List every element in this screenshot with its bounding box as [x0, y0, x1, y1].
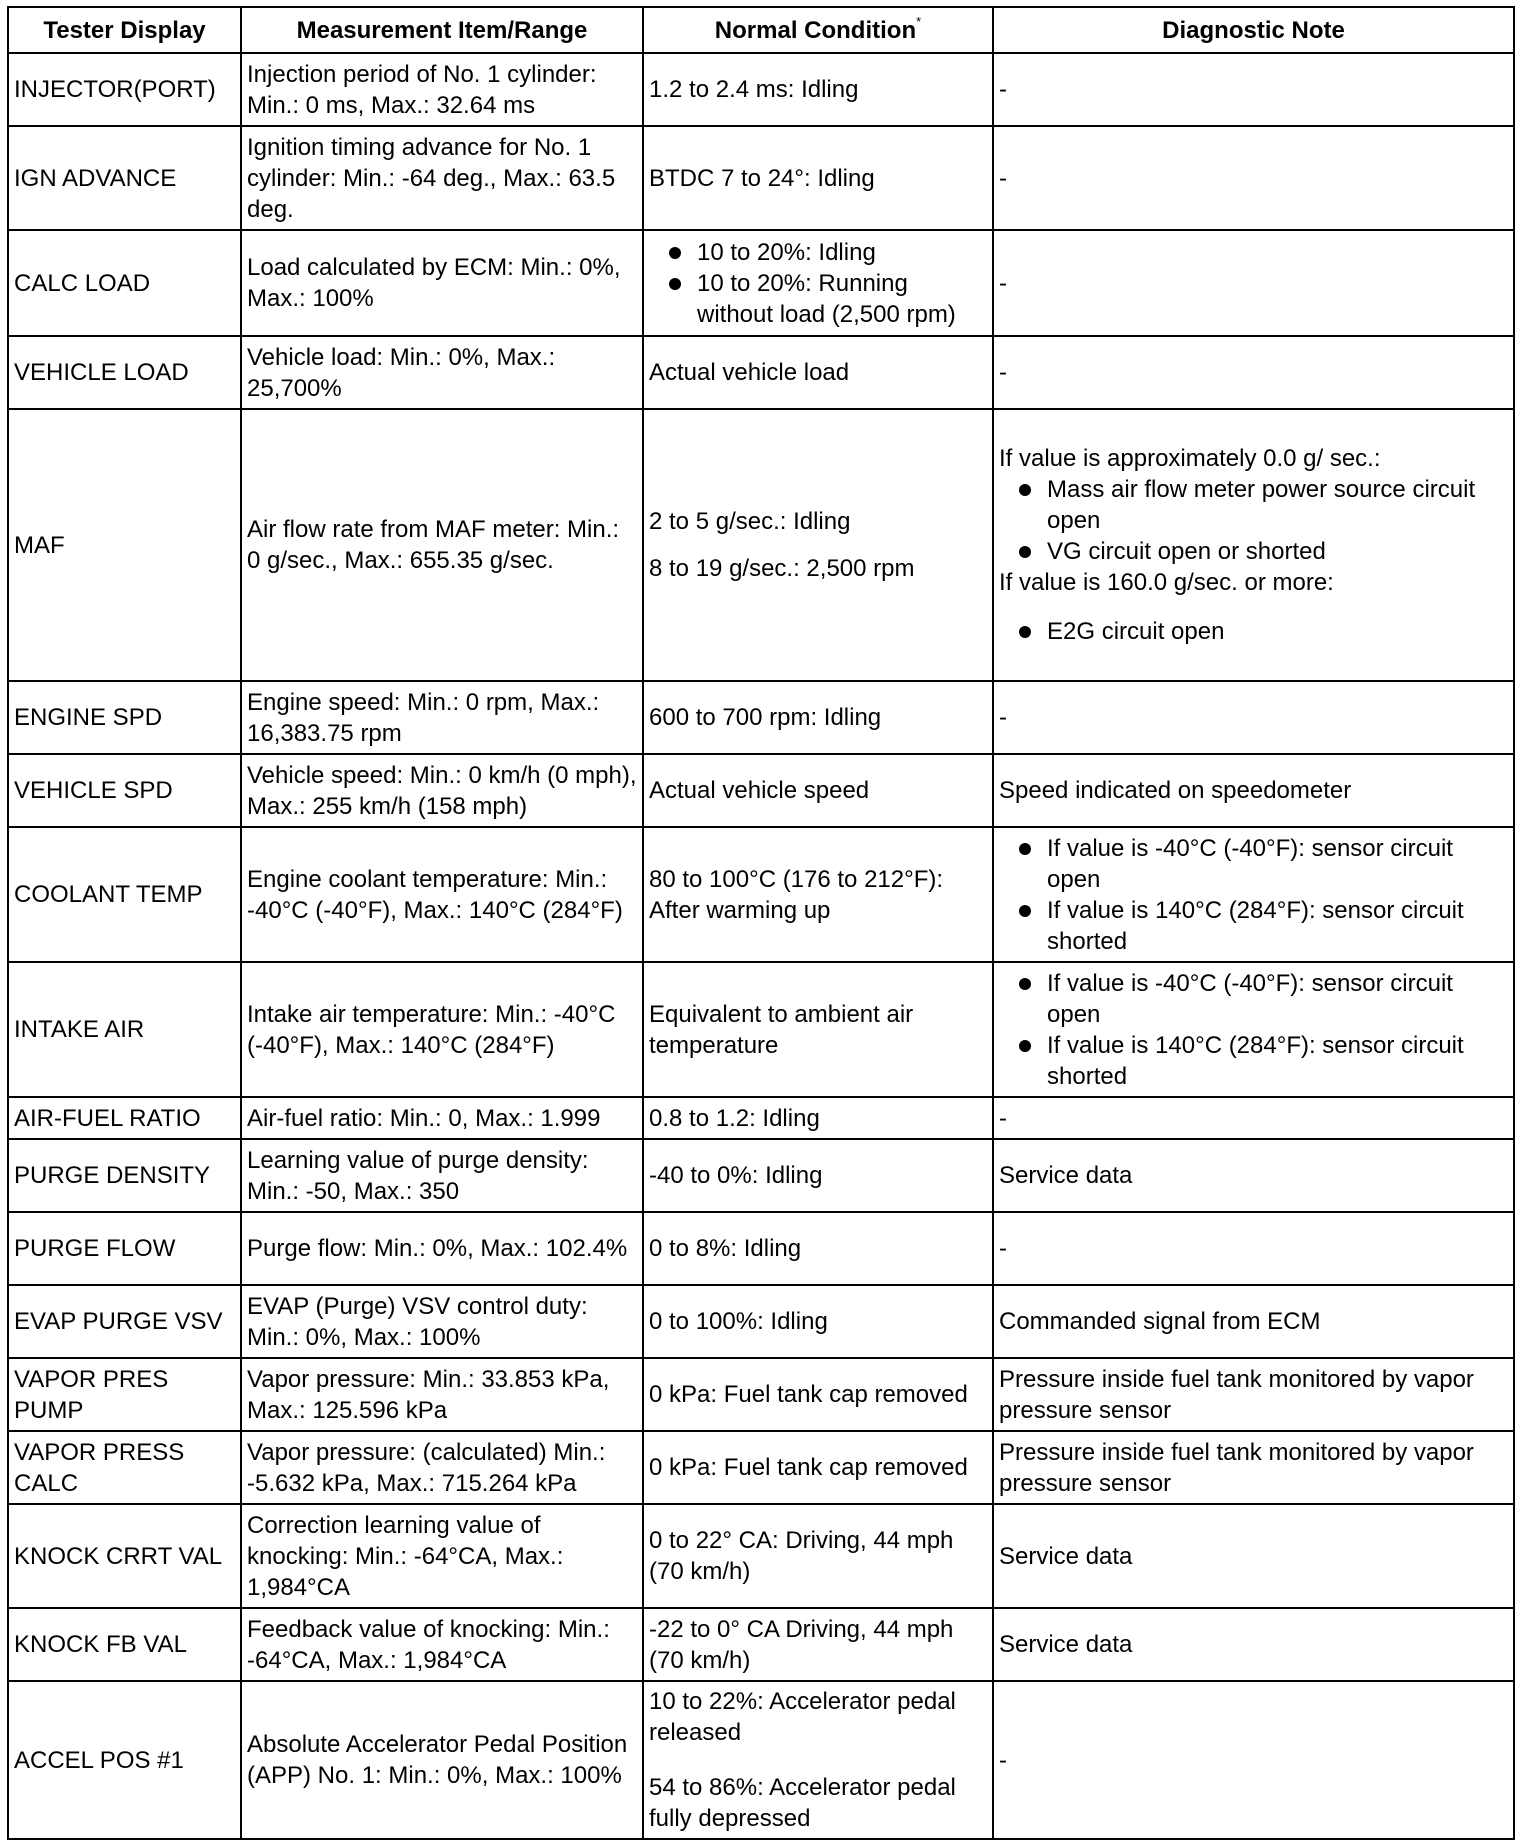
normal-condition-cell: 0 to 100%: Idling	[643, 1285, 993, 1358]
note-list	[999, 474, 1508, 567]
note-list	[999, 968, 1508, 1092]
table-row	[8, 962, 1514, 1097]
measurement-cell: Vehicle speed: Min.: 0 km/h (0 mph), Max.: 255 km/h (158 mph)	[241, 754, 643, 827]
header-row	[8, 7, 1514, 53]
normal-condition-cell: 0.8 to 1.2: Idling	[643, 1097, 993, 1139]
header-tester-display: Tester Display	[8, 7, 241, 53]
diagnostic-note-cell: Pressure inside fuel tank monitored by vapor pressure sensor	[993, 1358, 1514, 1431]
normal-condition-line: 8 to 19 g/sec.: 2,500 rpm	[649, 555, 915, 582]
measurement-cell: Absolute Accelerator Pedal Position (APP) No. 1: Min.: 0%, Max.: 100%	[241, 1681, 643, 1839]
measurement-cell: Air-fuel ratio: Min.: 0, Max.: 1.999	[241, 1097, 643, 1139]
tester-display-cell: CALC LOAD	[8, 230, 241, 336]
list-item: If value is 140°C (284°F): sensor circuit shorted	[999, 895, 1508, 957]
normal-condition-cell: 0 kPa: Fuel tank cap removed	[643, 1358, 993, 1431]
tester-display-cell: INJECTOR(PORT)	[8, 53, 241, 126]
table-row	[8, 409, 1514, 681]
table-row	[8, 336, 1514, 409]
list-item: If value is -40°C (-40°F): sensor circuit open	[999, 833, 1508, 895]
normal-condition-line: 2 to 5 g/sec.: Idling	[649, 508, 851, 535]
normal-condition-cell	[643, 409, 993, 681]
measurement-cell: Intake air temperature: Min.: -40°C (-40°F), Max.: 140°C (284°F)	[241, 962, 643, 1097]
table-row	[8, 1504, 1514, 1608]
header-measurement: Measurement Item/Range	[241, 7, 643, 53]
diagnostic-note-cell	[993, 827, 1514, 962]
list-item: 10 to 20%: Idling	[649, 237, 987, 268]
header-diagnostic-note: Diagnostic Note	[993, 7, 1514, 53]
tester-display-cell: VAPOR PRESS CALC	[8, 1431, 241, 1504]
diagnostic-note-cell: -	[993, 53, 1514, 126]
measurement-cell: Load calculated by ECM: Min.: 0%, Max.: 100%	[241, 230, 643, 336]
measurement-cell: Correction learning value of knocking: Min.: -64°CA, Max.: 1,984°CA	[241, 1504, 643, 1608]
header-normal-condition: Normal Condition*	[643, 7, 993, 53]
measurement-cell: Injection period of No. 1 cylinder: Min.: 0 ms, Max.: 32.64 ms	[241, 53, 643, 126]
tester-display-cell: KNOCK CRRT VAL	[8, 1504, 241, 1608]
data-list-document	[7, 6, 1513, 1840]
measurement-cell: Vapor pressure: Min.: 33.853 kPa, Max.: 125.596 kPa	[241, 1358, 643, 1431]
normal-condition-line: 54 to 86%: Accelerator pedal fully depressed	[649, 1774, 956, 1832]
tester-display-cell: COOLANT TEMP	[8, 827, 241, 962]
normal-condition-cell: 0 to 22° CA: Driving, 44 mph (70 km/h)	[643, 1504, 993, 1608]
table-row	[8, 1097, 1514, 1139]
list-item: If value is -40°C (-40°F): sensor circuit open	[999, 968, 1508, 1030]
note-intro: If value is 160.0 g/sec. or more:	[999, 569, 1334, 596]
tester-display-cell: AIR-FUEL RATIO	[8, 1097, 241, 1139]
diagnostic-note-cell: Pressure inside fuel tank monitored by vapor pressure sensor	[993, 1431, 1514, 1504]
normal-condition-cell: 600 to 700 rpm: Idling	[643, 681, 993, 754]
table-row	[8, 754, 1514, 827]
list-item: E2G circuit open	[999, 616, 1508, 647]
diagnostic-note-cell: Service data	[993, 1504, 1514, 1608]
table-row	[8, 126, 1514, 230]
measurement-cell: Engine coolant temperature: Min.: -40°C (-40°F), Max.: 140°C (284°F)	[241, 827, 643, 962]
diagnostic-note-cell	[993, 962, 1514, 1097]
normal-condition-cell: Actual vehicle speed	[643, 754, 993, 827]
normal-condition-cell: 0 to 8%: Idling	[643, 1212, 993, 1285]
table-row	[8, 1285, 1514, 1358]
table-row	[8, 827, 1514, 962]
normal-condition-cell: Actual vehicle load	[643, 336, 993, 409]
list-item: If value is 140°C (284°F): sensor circuit shorted	[999, 1030, 1508, 1092]
table-row	[8, 1358, 1514, 1431]
measurement-cell: EVAP (Purge) VSV control duty: Min.: 0%, Max.: 100%	[241, 1285, 643, 1358]
tester-display-cell: KNOCK FB VAL	[8, 1608, 241, 1681]
tester-display-cell: VEHICLE LOAD	[8, 336, 241, 409]
footnote-mark: *	[916, 13, 922, 29]
normal-condition-cell: Equivalent to ambient air temperature	[643, 962, 993, 1097]
diagnostic-note-cell: -	[993, 1212, 1514, 1285]
diagnostic-note-cell: -	[993, 1681, 1514, 1839]
note-list	[999, 616, 1508, 647]
normal-condition-cell: -22 to 0° CA Driving, 44 mph (70 km/h)	[643, 1608, 993, 1681]
table-row	[8, 1431, 1514, 1504]
normal-condition-list	[649, 237, 987, 330]
measurement-cell: Ignition timing advance for No. 1 cylinder: Min.: -64 deg., Max.: 63.5 deg.	[241, 126, 643, 230]
measurement-cell: Learning value of purge density: Min.: -50, Max.: 350	[241, 1139, 643, 1212]
tester-display-cell: VEHICLE SPD	[8, 754, 241, 827]
table-row	[8, 1139, 1514, 1212]
measurement-cell: Vehicle load: Min.: 0%, Max.: 25,700%	[241, 336, 643, 409]
table-row	[8, 230, 1514, 336]
diagnostic-note-cell: Commanded signal from ECM	[993, 1285, 1514, 1358]
measurement-cell: Purge flow: Min.: 0%, Max.: 102.4%	[241, 1212, 643, 1285]
normal-condition-line: 10 to 22%: Accelerator pedal released	[649, 1688, 956, 1746]
tester-display-cell: ENGINE SPD	[8, 681, 241, 754]
table-row	[8, 1608, 1514, 1681]
diagnostic-note-cell: Service data	[993, 1139, 1514, 1212]
tester-display-cell: INTAKE AIR	[8, 962, 241, 1097]
normal-condition-cell	[643, 1681, 993, 1839]
tester-display-cell: VAPOR PRES PUMP	[8, 1358, 241, 1431]
table-row	[8, 681, 1514, 754]
diagnostic-note-cell: -	[993, 681, 1514, 754]
measurement-cell: Vapor pressure: (calculated) Min.: -5.632 kPa, Max.: 715.264 kPa	[241, 1431, 643, 1504]
diagnostic-note-cell: Speed indicated on speedometer	[993, 754, 1514, 827]
normal-condition-cell: -40 to 0%: Idling	[643, 1139, 993, 1212]
table-row	[8, 1681, 1514, 1839]
normal-condition-cell: 80 to 100°C (176 to 212°F): After warming up	[643, 827, 993, 962]
tester-display-cell: PURGE DENSITY	[8, 1139, 241, 1212]
normal-condition-cell: BTDC 7 to 24°: Idling	[643, 126, 993, 230]
data-list-table	[7, 6, 1515, 1840]
normal-condition-cell: 1.2 to 2.4 ms: Idling	[643, 53, 993, 126]
list-item: 10 to 20%: Running without load (2,500 rpm)	[649, 268, 987, 330]
diagnostic-note-cell: Service data	[993, 1608, 1514, 1681]
diagnostic-note-cell: -	[993, 1097, 1514, 1139]
list-item: Mass air flow meter power source circuit open	[999, 474, 1508, 536]
tester-display-cell: MAF	[8, 409, 241, 681]
diagnostic-note-cell: -	[993, 336, 1514, 409]
note-list	[999, 833, 1508, 957]
diagnostic-note-cell	[993, 409, 1514, 681]
tester-display-cell: PURGE FLOW	[8, 1212, 241, 1285]
measurement-cell: Air flow rate from MAF meter: Min.: 0 g/sec., Max.: 655.35 g/sec.	[241, 409, 643, 681]
table-row	[8, 53, 1514, 126]
note-intro: If value is approximately 0.0 g/ sec.:	[999, 445, 1381, 472]
diagnostic-note-cell: -	[993, 230, 1514, 336]
table-row	[8, 1212, 1514, 1285]
tester-display-cell: ACCEL POS #1	[8, 1681, 241, 1839]
normal-condition-cell	[643, 230, 993, 336]
list-item: VG circuit open or shorted	[999, 536, 1508, 567]
measurement-cell: Feedback value of knocking: Min.: -64°CA, Max.: 1,984°CA	[241, 1608, 643, 1681]
measurement-cell: Engine speed: Min.: 0 rpm, Max.: 16,383.75 rpm	[241, 681, 643, 754]
normal-condition-cell: 0 kPa: Fuel tank cap removed	[643, 1431, 993, 1504]
tester-display-cell: EVAP PURGE VSV	[8, 1285, 241, 1358]
diagnostic-note-cell: -	[993, 126, 1514, 230]
tester-display-cell: IGN ADVANCE	[8, 126, 241, 230]
